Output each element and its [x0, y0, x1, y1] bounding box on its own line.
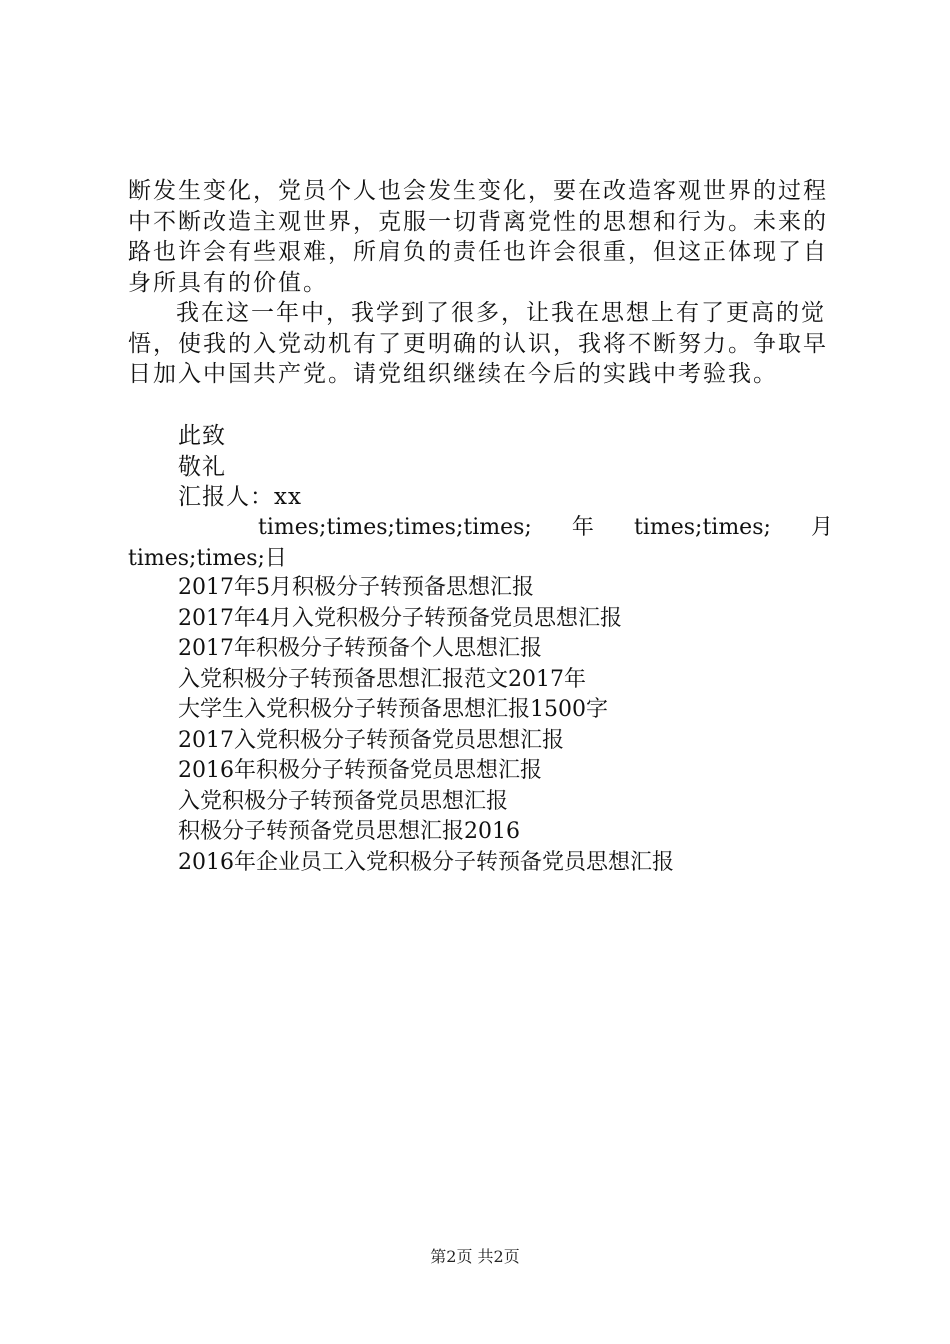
related-link[interactable]: 入党积极分子转预备思想汇报范文2017年 [178, 666, 586, 692]
salutation-line-2: 敬礼 [178, 453, 226, 480]
date-part-1: times;times;times;times; [258, 515, 532, 540]
date-month-label: 月 [810, 515, 833, 540]
paragraph-continued: 断发生变化，党员个人也会发生变化，要在改造客观世界的过程中不断改造主观世界，克服一切背离党性的思想和行为。未来的路也许会有些艰难，所肩负的责任也许会很重，但这正体现了自身所具有的价值。 [128, 178, 828, 296]
related-link[interactable]: 大学生入党积极分子转预备思想汇报1500字 [178, 697, 608, 722]
related-link[interactable]: 2017年4月入党积极分子转预备党员思想汇报 [178, 605, 622, 631]
date-line-row-2: times;times;日 [128, 546, 287, 571]
related-link[interactable]: 2017年5月积极分子转预备思想汇报 [178, 575, 534, 600]
closing-block [178, 421, 302, 513]
date-line-row-1 [128, 512, 833, 543]
salutation-line-1: 此致 [178, 423, 226, 449]
related-link[interactable]: 2017入党积极分子转预备党员思想汇报 [178, 727, 564, 753]
reporter-name: 汇报人：xx [178, 484, 302, 510]
related-links-list [178, 573, 674, 878]
related-link[interactable]: 2017年积极分子转预备个人思想汇报 [178, 636, 542, 661]
date-year-label: 年 [571, 515, 594, 540]
related-link[interactable]: 入党积极分子转预备党员思想汇报 [178, 788, 509, 814]
paragraph-conclusion: 我在这一年中，我学到了很多，让我在思想上有了更高的觉悟，使我的入党动机有了更明确的认识，我将不断努力。争取早日加入中国共产党。请党组织继续在今后的实践中考验我。 [128, 300, 828, 387]
related-link[interactable]: 2016年积极分子转预备党员思想汇报 [178, 758, 542, 783]
date-line [128, 512, 833, 574]
body-text [128, 176, 833, 390]
related-link[interactable]: 积极分子转预备党员思想汇报2016 [178, 819, 520, 844]
date-part-2: times;times; [633, 515, 771, 540]
page-footer: 第2页 共2页 [430, 1247, 520, 1266]
related-link[interactable]: 2016年企业员工入党积极分子转预备党员思想汇报 [178, 849, 674, 875]
